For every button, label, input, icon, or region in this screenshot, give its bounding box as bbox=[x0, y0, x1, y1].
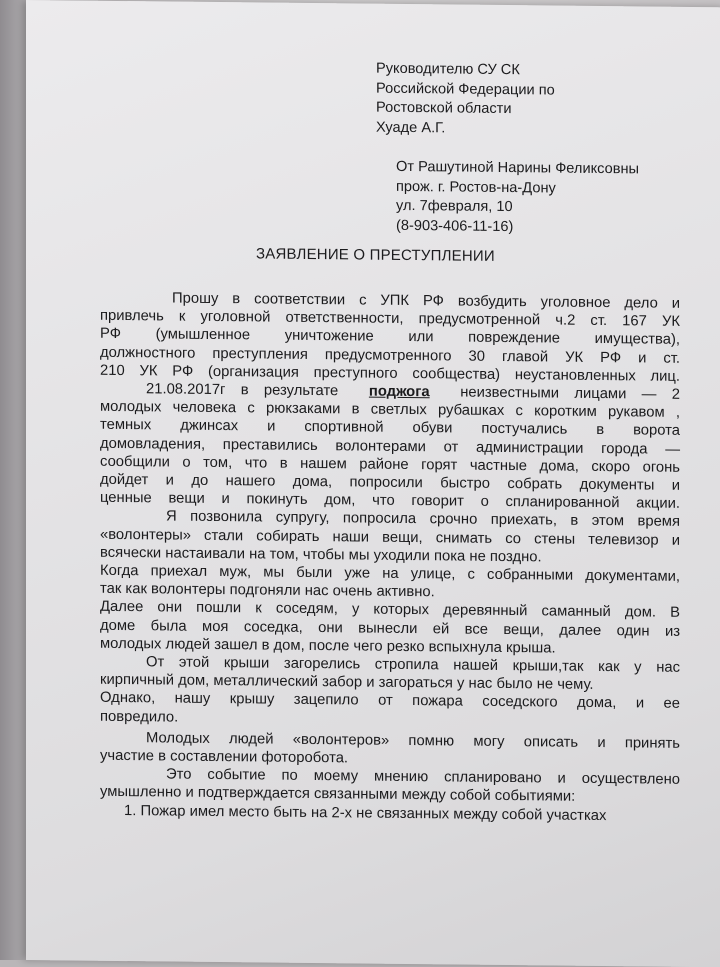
addressee-line: Российской Федерации по bbox=[376, 80, 555, 99]
addressee-line: Хуаде А.Г. bbox=[376, 119, 446, 136]
text-line: 210 УК РФ (организация преступного сообщества) неустановленных лиц. bbox=[100, 362, 680, 385]
text-line: «волонтеры» стали собирать наши вещи, снимать со стены телевизор и bbox=[100, 526, 680, 549]
paragraph-roof bbox=[100, 653, 680, 695]
text-line: доме была моя соседка, они вынесли ей все вещи, далее один из bbox=[100, 617, 680, 640]
paragraph-damage bbox=[100, 689, 680, 731]
text-line: Это событие по моему мнению спланировано и осуществлено bbox=[166, 766, 680, 789]
sender-line: ул. 7февраля, 10 bbox=[396, 197, 513, 216]
paragraph-call bbox=[100, 507, 680, 568]
sender-line: прож. г. Ростов-на-Дону bbox=[396, 178, 556, 197]
document-page bbox=[26, 0, 720, 967]
paragraph-neighbors bbox=[100, 598, 680, 659]
text-line: От этой крыши загорелись стропила нашей крыши,так как у нас bbox=[146, 654, 680, 676]
list-item: 1. Пожар имел место быть на 2-х не связанных между собой участках bbox=[124, 802, 607, 824]
paragraph-arson bbox=[100, 380, 680, 513]
statement-body bbox=[100, 289, 680, 826]
arson-date: 21.08.2017г в результате bbox=[146, 381, 354, 400]
text-line: сообщили о том, что в нашем районе горят частные дома, скоро огонь bbox=[100, 453, 680, 476]
text-line: ценные вещи и покинуть дом, что говорит о спланированной акции. bbox=[100, 490, 680, 513]
text-line: кирпичный дом, металлический забор и загораться у нас было не чему. bbox=[100, 672, 594, 694]
text-line: повредило. bbox=[100, 708, 179, 726]
sender-block bbox=[396, 158, 639, 239]
addressee-line: Руководителю СУ СК bbox=[376, 60, 520, 79]
arson-line-end: неизвестными лицами — 2 bbox=[444, 384, 680, 403]
text-line: Далее они пошли к соседям, у которых деревянный саманный дом. В bbox=[100, 599, 680, 622]
text-line: умышленно и подтверждается связанными между собой событиями: bbox=[100, 784, 576, 806]
text-line: всячески настаивали на том, чтобы мы уходили пока не поздно. bbox=[100, 544, 542, 566]
text-line: РФ (умышленное уничтожение или повреждение имущества), bbox=[100, 326, 680, 349]
text-line: молодых людей зашел в дом, после чего резко вспыхнула крыша. bbox=[100, 635, 556, 657]
text-line: Я позвонила супругу, попросила срочно приехать, в этом время bbox=[166, 508, 680, 531]
text-line: темных джинсах и спортивной обуви постучались в ворота bbox=[100, 417, 680, 440]
paragraph-planned bbox=[100, 765, 680, 807]
paragraph-identikit bbox=[100, 729, 680, 771]
sender-line: (8-903-406-11-16) bbox=[396, 217, 514, 235]
text-line: молодых человека с рюкзаками в светлых рубашках с коротким рукавом , bbox=[100, 398, 680, 422]
arson-emphasis: поджога bbox=[368, 383, 430, 401]
text-line: должностного преступления предусмотренного 30 главой УК РФ и ст. bbox=[100, 344, 680, 367]
text-line: Прошу в соответствии с УПК РФ возбудить уголовное дело и bbox=[172, 290, 680, 312]
paragraph-husband bbox=[100, 562, 680, 604]
text-line: дойдет и до нашего дома, попросили быстро собрать документы и bbox=[100, 471, 680, 494]
text-line: участие в составлении фоторобота. bbox=[100, 747, 349, 767]
text-line: Молодых людей «волонтеров» помню могу описать и принять bbox=[146, 730, 680, 752]
text-line: так как волонтеры подгоняли нас очень активно. bbox=[100, 581, 435, 601]
document-title: ЗАЯВЛЕНИЕ О ПРЕСТУПЛЕНИИ bbox=[256, 245, 495, 265]
text-line: домовладения, преставились волонтерами от администрации города — bbox=[100, 435, 680, 458]
paragraph-request bbox=[100, 289, 680, 386]
sender-line: От Рашутиной Нарины Феликсовны bbox=[396, 158, 640, 178]
addressee-block bbox=[376, 60, 555, 140]
text-line: Однако, нашу крышу зацепило от пожара соседского дома, и ее bbox=[100, 690, 680, 713]
addressee-line: Ростовской области bbox=[376, 99, 512, 118]
text-line: привлечь к уголовной ответственности, предусмотренной ч.2 ст. 167 УК bbox=[100, 307, 680, 331]
text-line: Когда приехал муж, мы были уже на улице, с собранными документами, bbox=[100, 562, 680, 585]
